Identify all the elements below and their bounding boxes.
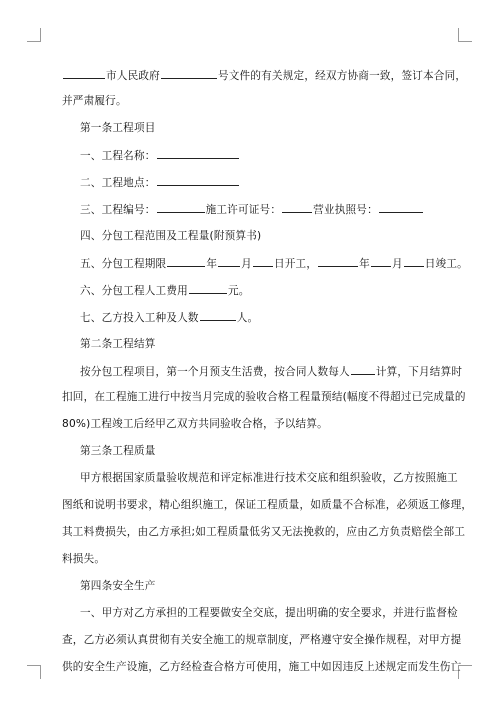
article-1-heading: 第一条工程项目 — [80, 122, 156, 134]
crop-mark-top-left-h — [27, 41, 41, 42]
text: 市人民政府 — [106, 70, 160, 82]
text: 按分包工程项目，第一个月预支生活费，按合同人数每人 — [80, 366, 350, 378]
blank-field — [167, 256, 205, 267]
crop-mark-bottom-left-v — [40, 665, 41, 679]
text: 日竣工。 — [424, 258, 468, 270]
article-2-para-2: 扣回，在工程施工进行中按当月完成的验收合格工程量预结(幅度不得超过已完成量的 — [62, 391, 466, 403]
label: 五、分包工程期限 — [80, 258, 167, 270]
blank-field — [318, 256, 358, 267]
article-4-para-2: 查，乙方必须认真贯彻有关安全施工的规章制度，严格遵守安全操作规程，对甲方提 — [62, 634, 462, 646]
item-scope: 四、分包工程范围及工程量(附预算书) — [80, 230, 262, 242]
article-2-heading: 第二条工程结算 — [80, 338, 156, 350]
item-project-number — [80, 202, 424, 217]
label: 三、工程编号： — [80, 204, 156, 216]
text: 月 — [241, 258, 252, 270]
blank-field — [282, 202, 312, 213]
article-3-para-4: 料损失。 — [62, 553, 106, 565]
blank-field — [200, 310, 236, 321]
label: 六、分包工程人工费用 — [80, 285, 188, 297]
blank-field — [379, 202, 423, 213]
article-3-para-2: 图纸和说明书要求，精心组织施工，保证工程质量，如质量不合标准，必须返工修理， — [62, 499, 473, 511]
crop-mark-bottom-left-h — [27, 665, 41, 666]
text: 月 — [391, 258, 403, 270]
item-period — [80, 256, 468, 271]
blank-field — [157, 202, 205, 213]
item-labor-cost — [80, 283, 250, 298]
article-4-heading: 第四条安全生产 — [80, 580, 156, 592]
text: 号文件的有关规定，经双方协商一致，签订本合同， — [217, 70, 467, 82]
text: 年 — [359, 258, 370, 270]
blank-field — [351, 364, 375, 375]
line-1 — [62, 68, 466, 83]
label: 七、乙方投入工种及人数 — [80, 312, 199, 324]
article-3-heading: 第三条工程质量 — [80, 445, 156, 457]
blank-field — [253, 256, 273, 267]
label: 一、工程名称： — [80, 150, 156, 162]
article-2-para-1 — [80, 364, 462, 379]
text: 计算，下月结算时 — [375, 366, 463, 378]
article-4-para-1: 一、甲方对乙方承担的工程要做安全交底，提出明确的安全要求，并进行监督检 — [80, 607, 458, 619]
text: 年 — [206, 258, 218, 270]
line-2: 并严肃履行。 — [62, 95, 127, 107]
article-3-para-1: 甲方根据国家质量验收规范和评定标准进行技术交底和组织验收，乙方按照施工 — [80, 472, 458, 484]
text: 人。 — [236, 312, 259, 324]
item-project-location — [80, 175, 240, 190]
label: 施工许可证号： — [205, 204, 282, 216]
blank-field — [157, 175, 239, 186]
label: 营业执照号： — [313, 204, 378, 216]
article-4-para-3: 供的安全生产设施，乙方经检查合格方可使用，施工中如因违反上述规定而发生伤亡 — [62, 661, 462, 673]
text: 日开工， — [273, 258, 318, 270]
article-2-para-3: 80%)工程竣工后经甲乙双方共同验收合格，予以结算。 — [62, 418, 328, 430]
blank-field — [157, 148, 239, 159]
crop-mark-top-left-v — [40, 28, 41, 42]
blank-field — [161, 68, 217, 79]
item-project-name — [80, 148, 240, 163]
article-3-para-3: 其工料费损失，由乙方承担;如工程质量低劣又无法挽救的，应由乙方负责赔偿全部工 — [62, 526, 466, 538]
blank-field — [189, 283, 227, 294]
label: 二、工程地点： — [80, 177, 156, 189]
text: 元。 — [227, 285, 250, 297]
item-workers — [80, 310, 258, 325]
crop-mark-top-right-h — [458, 41, 472, 42]
blank-field — [63, 68, 105, 79]
blank-field — [218, 256, 240, 267]
blank-field — [404, 256, 424, 267]
crop-mark-top-right-v — [458, 28, 459, 42]
blank-field — [371, 256, 391, 267]
